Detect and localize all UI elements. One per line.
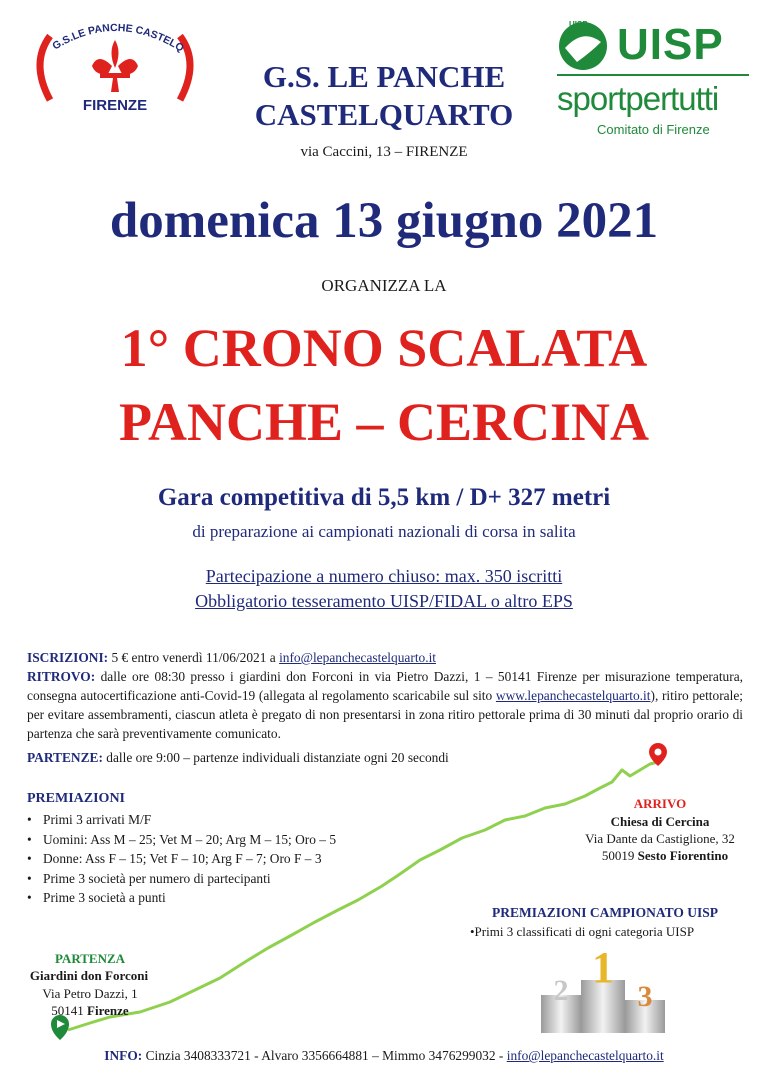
partenze-text: dalle ore 9:00 – partenze individuali distanziate ogni 20 secondi	[102, 750, 449, 765]
campionato-item: •Primi 3 classificati di ogni categoria UISP	[470, 924, 695, 939]
premiazioni-list	[27, 810, 336, 908]
campionato-title: PREMIAZIONI CAMPIONATO UISP	[491, 905, 718, 920]
contact-info	[0, 1048, 768, 1064]
contact-email-link[interactable]: info@lepanchecastelquarto.it	[506, 1048, 664, 1063]
florence-lily-icon	[92, 40, 138, 92]
list-item: • Primi 3 arrivati M/F	[27, 810, 336, 830]
club-logo	[20, 18, 210, 118]
partenza-label: PARTENZA	[54, 951, 126, 966]
race-description: Gara competitiva di 5,5 km / D+ 327 metri	[157, 484, 611, 511]
arrivo-city: Sesto Fiorentino	[637, 848, 729, 863]
podium-first: 1	[592, 943, 614, 992]
uisp-committee: Comitato di Firenze	[597, 122, 710, 137]
list-item: • Prime 3 società a punti	[27, 888, 336, 908]
logo-arc-text: G.S.LE PANCHE CASTELQ	[50, 21, 186, 55]
iscrizioni-text: 5 € entro venerdì 11/06/2021 a	[108, 650, 280, 665]
event-title-line1: 1° CRONO SCALATA	[120, 318, 648, 378]
ritrovo-text2: ), ritiro pettorale; per evitare assembramenti, ciascun atleta è pregato di non presentarsi in zona ritiro pettorale prima di 30 minuti dal proprio orario di partenza che sarà preventivamente comunicato.	[27, 688, 743, 741]
uisp-tagline: sportpertutti	[557, 80, 719, 117]
uisp-logo	[555, 18, 755, 138]
list-item: • Prime 3 società per numero di partecipanti	[27, 869, 336, 889]
arrivo-city-line	[580, 848, 750, 864]
partenza-address: Via Petro Dazzi, 1	[42, 986, 138, 1001]
contact-label: INFO:	[104, 1048, 143, 1063]
iscrizioni-label: ISCRIZIONI:	[27, 650, 109, 665]
partenza-place: Giardini don Forconi	[29, 968, 149, 983]
uisp-small-text: UISP	[569, 20, 588, 29]
event-date: domenica 13 giugno 2021	[109, 193, 659, 249]
logo-city: FIRENZE	[82, 97, 148, 114]
arrivo-postcode: 50019	[601, 848, 635, 863]
uisp-divider	[557, 74, 749, 76]
club-name-line1: G.S. LE PANCHE	[262, 59, 506, 94]
iscrizioni-email-link[interactable]: info@lepanchecastelquarto.it	[279, 650, 437, 665]
arrivo-label: ARRIVO	[633, 796, 687, 811]
uisp-brand: UISP	[617, 20, 724, 69]
race-subtitle: di preparazione ai campionati nazionali di corsa in salita	[192, 522, 576, 541]
event-title-line2: PANCHE – CERCINA	[118, 392, 649, 452]
arrivo-address: Via Dante da Castiglione, 32	[585, 831, 735, 846]
membership-requirement: Obbligatorio tesseramento UISP/FIDAL o altro EPS	[195, 591, 573, 611]
list-item: • Uomini: Ass M – 25; Vet M – 20; Arg M – 15; Oro – 5	[27, 830, 336, 850]
podium-second: 2	[553, 974, 569, 1007]
arrivo-place: Chiesa di Cercina	[610, 814, 710, 829]
partenza-city: Firenze	[87, 1003, 129, 1018]
premiazioni-title: PREMIAZIONI	[27, 791, 126, 806]
website-link[interactable]: www.lepanchecastelquarto.it	[495, 688, 651, 703]
partenza-postcode: 50141	[51, 1003, 84, 1018]
participation-limit: Partecipazione a numero chiuso: max. 350 iscritti	[205, 566, 563, 586]
ritrovo-label: RITROVO:	[27, 669, 96, 684]
club-address: via Caccini, 13 – FIRENZE	[300, 144, 468, 160]
ritrovo-paragraph	[27, 667, 743, 743]
ritrovo-text1: dalle ore 08:30 presso i giardini don Forconi in via Pietro Dazzi, 1 – 50141 Firenze per misurazione temperatura, consegna autocertificazione anti-Covid-19 (allegata al regolamento scaricabile sul sito	[27, 669, 743, 703]
club-name-line2: CASTELQUARTO	[254, 97, 514, 132]
contact-text: Cinzia 3408333721 - Alvaro 3356664881 – Mimmo 3476299032 -	[142, 1048, 507, 1063]
iscrizioni-paragraph	[27, 648, 743, 667]
club-name	[200, 58, 568, 134]
list-item: • Donne: Ass F – 15; Vet F – 10; Arg F – 7; Oro F – 3	[27, 849, 336, 869]
partenza-city-line	[20, 1003, 160, 1019]
podium-icon	[535, 940, 670, 1035]
podium-third: 3	[637, 980, 653, 1013]
partenze-label: PARTENZE:	[27, 750, 103, 765]
organizza-text: ORGANIZZA LA	[321, 276, 447, 295]
